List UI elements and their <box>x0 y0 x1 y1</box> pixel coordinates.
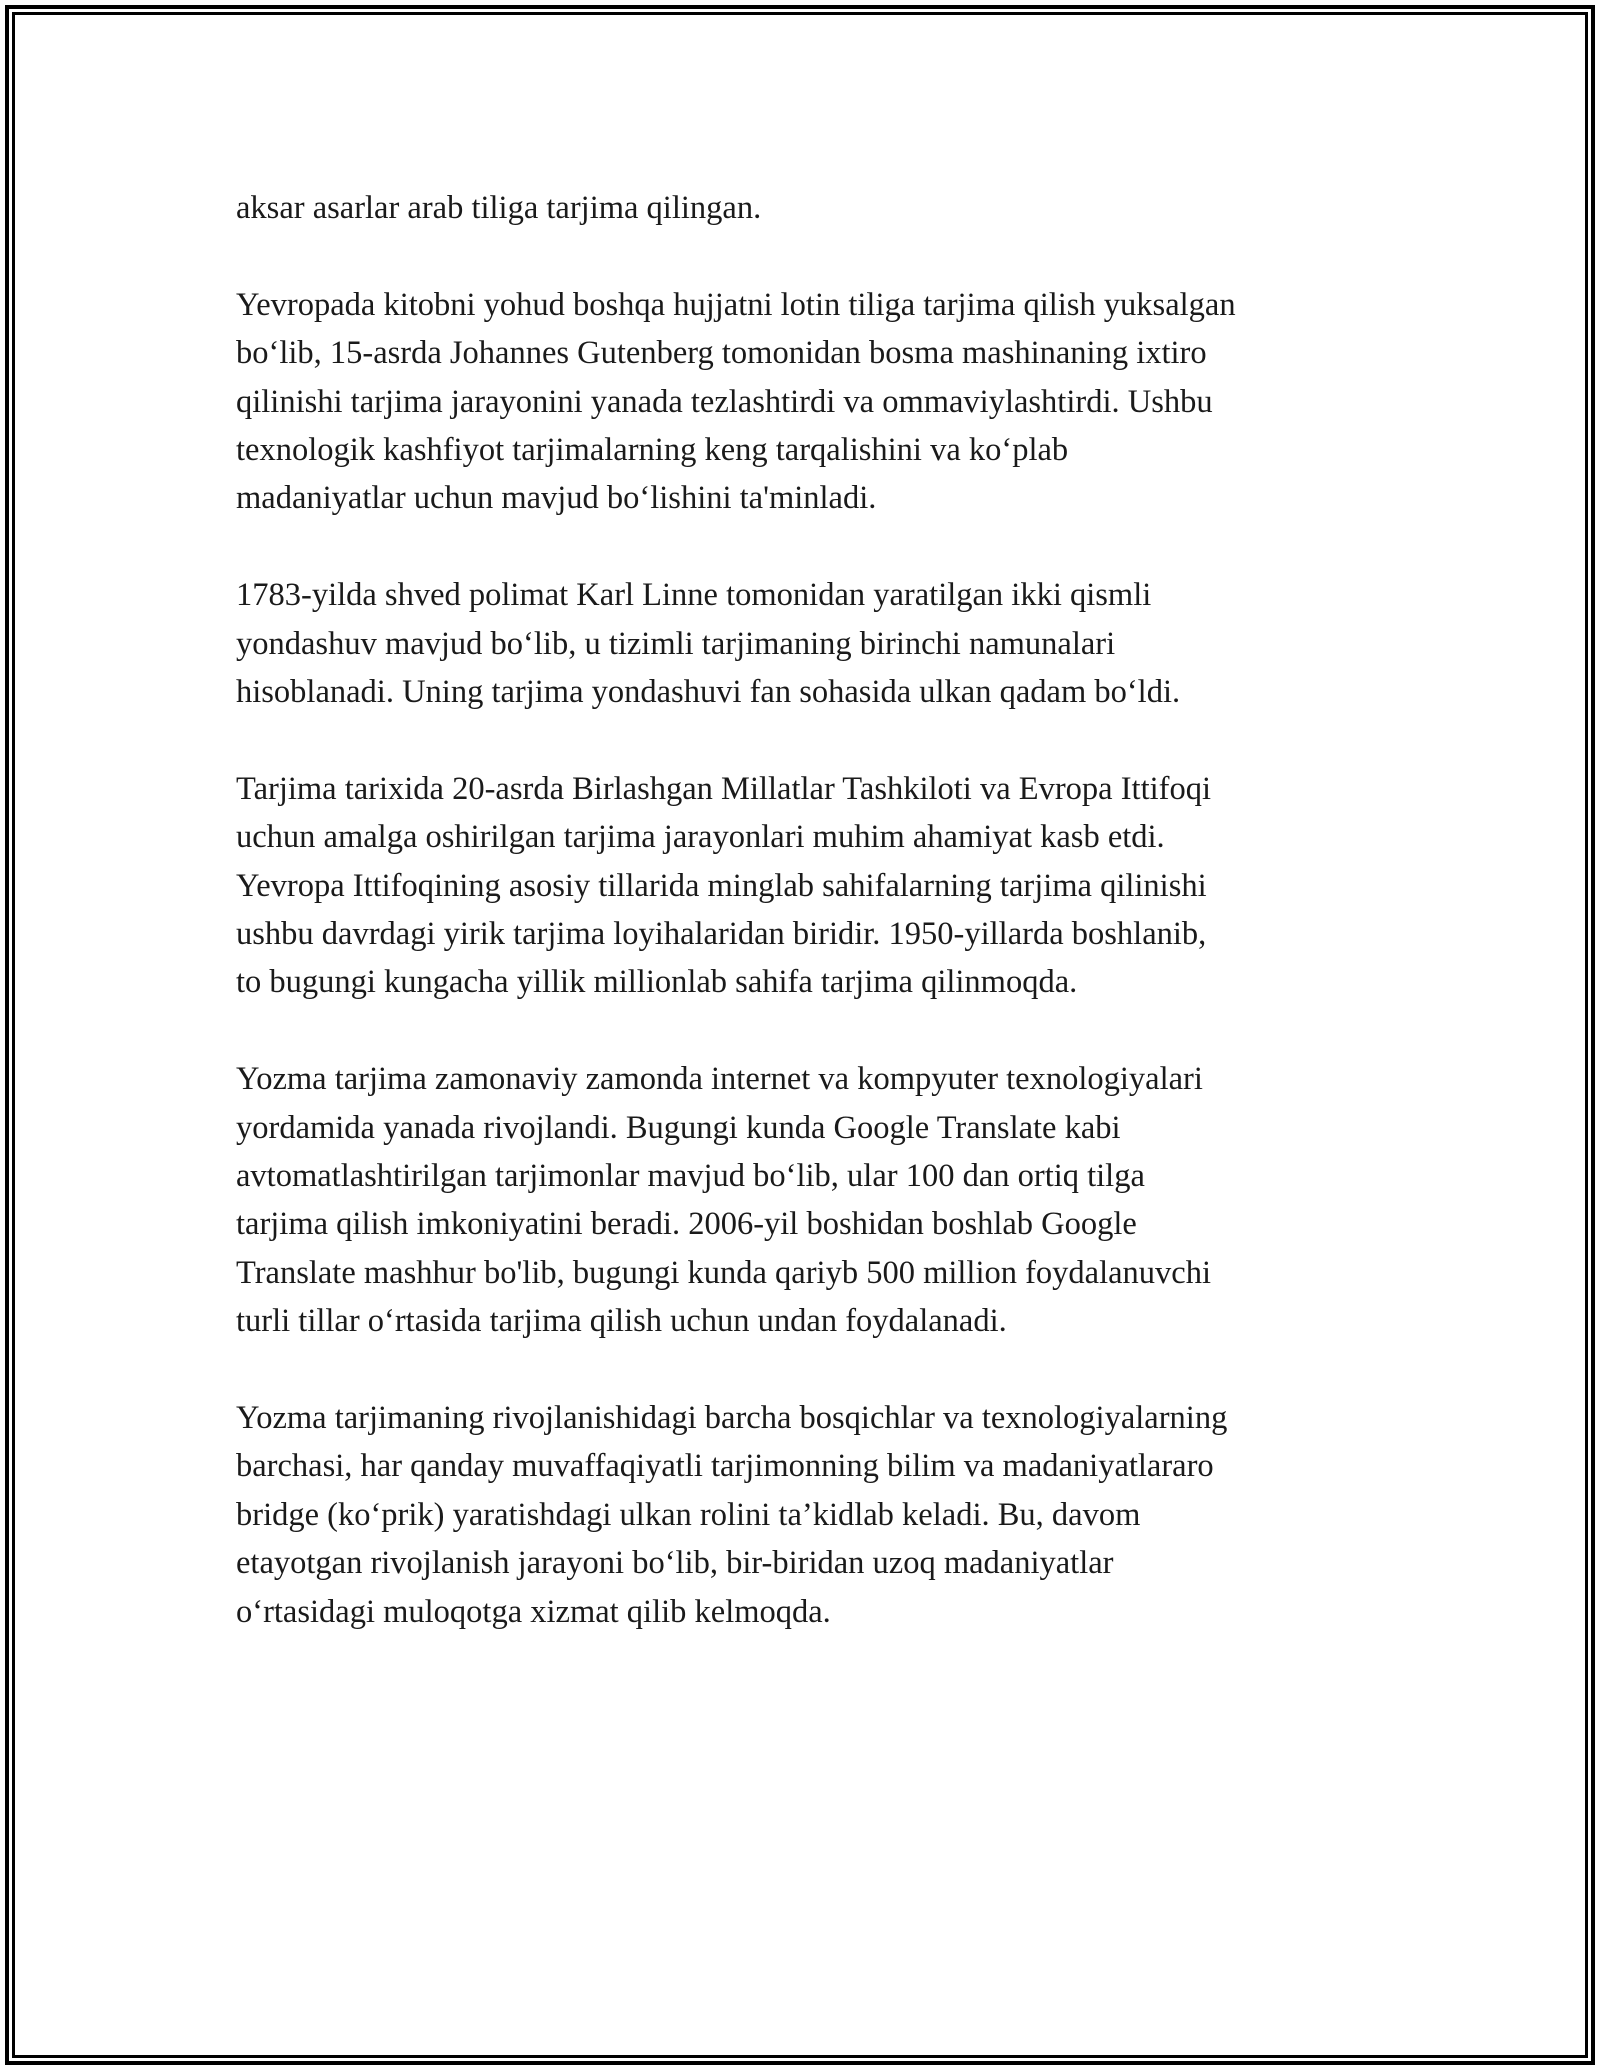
paragraph-conclusion: Yozma tarjimaning rivojlanishidagi barcha bosqichlar va texnologiyalarning barchasi, har qanday muvaffaqiyatli tarjimonning bilim va madaniyatlararo bridge (ko‘prik) yaratishdagi ulkan rolini ta’kidlab keladi. Bu, davom etayotgan rivojlanish jarayoni bo‘lib, bir-biridan uzoq madaniyatlar o‘rtasidagi muloqotga xizmat qilib kelmoqda. <box>236 1400 1228 1630</box>
document-body <box>236 184 1396 1685</box>
paragraph-linnaeus: 1783-yilda shved polimat Karl Linne tomonidan yaratilgan ikki qismli yondashuv mavjud bo‘lib, u tizimli tarjimaning birinchi namunalari hisoblanadi. Uning tarjima yondashuvi fan sohasida ulkan qadam bo‘ldi. <box>236 577 1181 711</box>
paragraph-europe-printing: Yevropada kitobni yohud boshqa hujjatni lotin tiliga tarjima qilish yuksalgan bo‘lib, 15-asrda Johannes Gutenberg tomonidan bosma mashinaning ixtiro qilinishi tarjima jarayonini yanada tezlashtirdi va ommaviylashtirdi. Ushbu texnologik kashfiyot tarjimalarning keng tarqalishini va ko‘plab madaniyatlar uchun mavjud bo‘lishini ta'minladi. <box>236 286 1236 517</box>
paragraph-google-translate: Yozma tarjima zamonaviy zamonda internet va kompyuter texnologiyalari yordamida yanada rivojlandi. Bugungi kunda Google Translate kabi avtomatlashtirilgan tarjimonlar mavjud bo‘lib, ular 100 dan ortiq tilga tarjima qilish imkoniyatini beradi. 2006-yil boshidan boshlab Google Translate mashhur bo'lib, bugungi kunda qariyb 500 million foydalanuvchi turli tillar o‘rtasida tarjima qilish uchun undan foydalanadi. <box>236 1061 1212 1340</box>
paragraph-continuation: aksar asarlar arab tiliga tarjima qilingan. <box>236 190 762 226</box>
paragraph-un-eu: Tarjima tarixida 20-asrda Birlashgan Millatlar Tashkiloti va Evropa Ittifoqi uchun amalga oshirilgan tarjima jarayonlari muhim ahamiyat kasb etdi. Yevropa Ittifoqining asosiy tillarida minglab sahifalarning tarjima qilinishi ushbu davrdagi yirik tarjima loyihalaridan biridir. 1950-yillarda boshlanib, to bugungi kungacha yillik millionlab sahifa tarjima qilinmoqda. <box>236 770 1211 1001</box>
